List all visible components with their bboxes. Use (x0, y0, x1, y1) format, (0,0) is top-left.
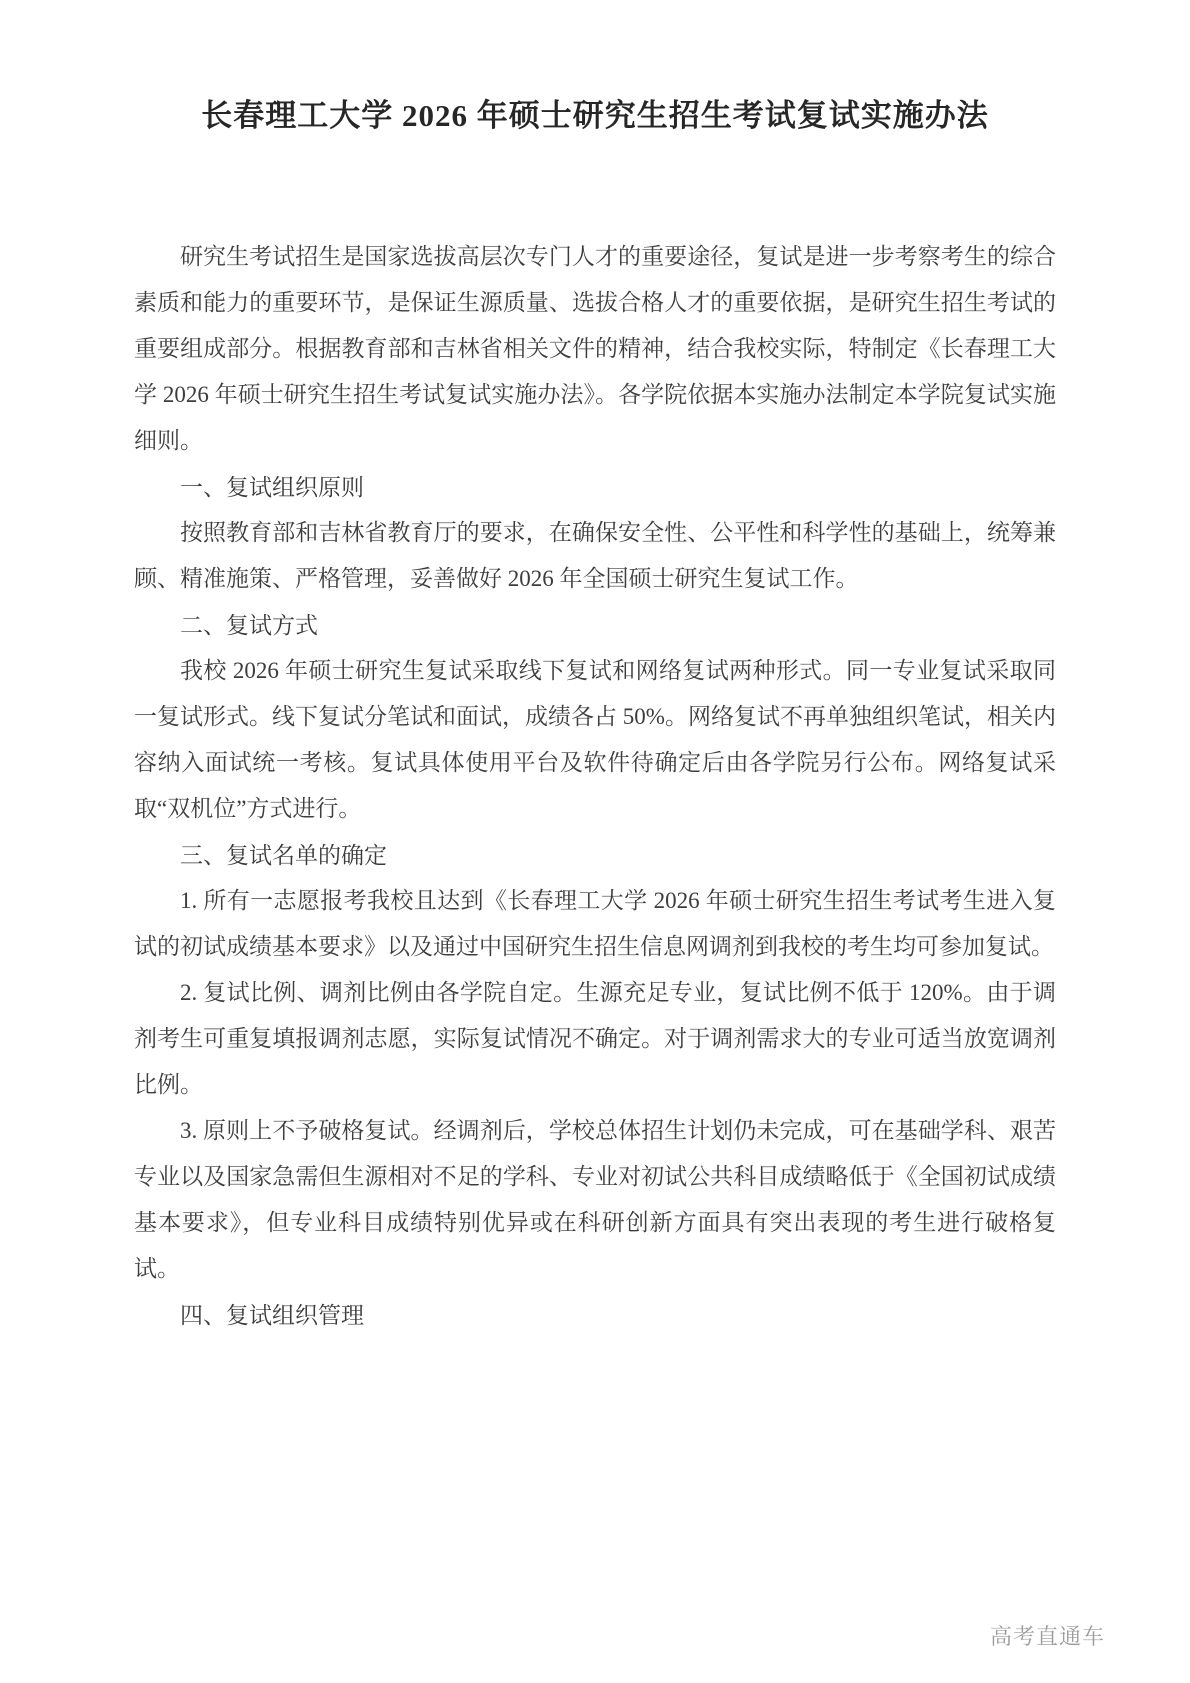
paragraph: 研究生考试招生是国家选拔高层次专门人才的重要途径，复试是进一步考察考生的综合素质和能力的重要环节，是保证生源质量、选拔合格人才的重要依据，是研究生招生考试的重要组成部分。根据教育部和吉林省相关文件的精神，结合我校实际，特制定《长春理工大学 2026 年硕士研究生招生考试复试实施办法》。各学院依据本实施办法制定本学院复试实施细则。 (134, 244, 1056, 454)
section-heading: 三、复试名单的确定 (180, 842, 387, 869)
document-body (134, 234, 1056, 1338)
document-title: 长春理工大学 2026 年硕士研究生招生考试复试实施办法 (201, 98, 989, 133)
paragraph: 2. 复试比例、调剂比例由各学院自定。生源充足专业，复试比例不低于 120%。由于调剂考生可重复填报调剂志愿，实际复试情况不确定。对于调剂需求大的专业可适当放宽调剂比例。 (134, 980, 1056, 1098)
paragraph: 1. 所有一志愿报考我校且达到《长春理工大学 2026 年硕士研究生招生考试考生进入复试的初试成绩基本要求》以及通过中国研究生招生信息网调剂到我校的考生均可参加复试。 (134, 888, 1056, 960)
paragraph: 3. 原则上不予破格复试。经调剂后，学校总体招生计划仍未完成，可在基础学科、艰苦专业以及国家急需但生源相对不足的学科、专业对初试公共科目成绩略低于《全国初试成绩基本要求》，但专业科目成绩特别优异或在科研创新方面具有突出表现的考生进行破格复试。 (134, 1118, 1056, 1282)
paragraph: 按照教育部和吉林省教育厅的要求，在确保安全性、公平性和科学性的基础上，统筹兼顾、精准施策、严格管理，妥善做好 2026 年全国硕士研究生复试工作。 (134, 520, 1056, 592)
watermark-text: 高考直通车 (989, 1624, 1105, 1649)
section-heading: 四、复试组织管理 (180, 1302, 364, 1329)
section-heading: 一、复试组织原则 (180, 474, 364, 501)
section-heading: 二、复试方式 (180, 612, 318, 639)
paragraph: 我校 2026 年硕士研究生复试采取线下复试和网络复试两种形式。同一专业复试采取同一复试形式。线下复试分笔试和面试，成绩各占 50%。网络复试不再单独组织笔试，相关内容纳入面试统一考核。复试具体使用平台及软件待确定后由各学院另行公布。网络复试采取“双机位”方式进行。 (134, 658, 1056, 822)
